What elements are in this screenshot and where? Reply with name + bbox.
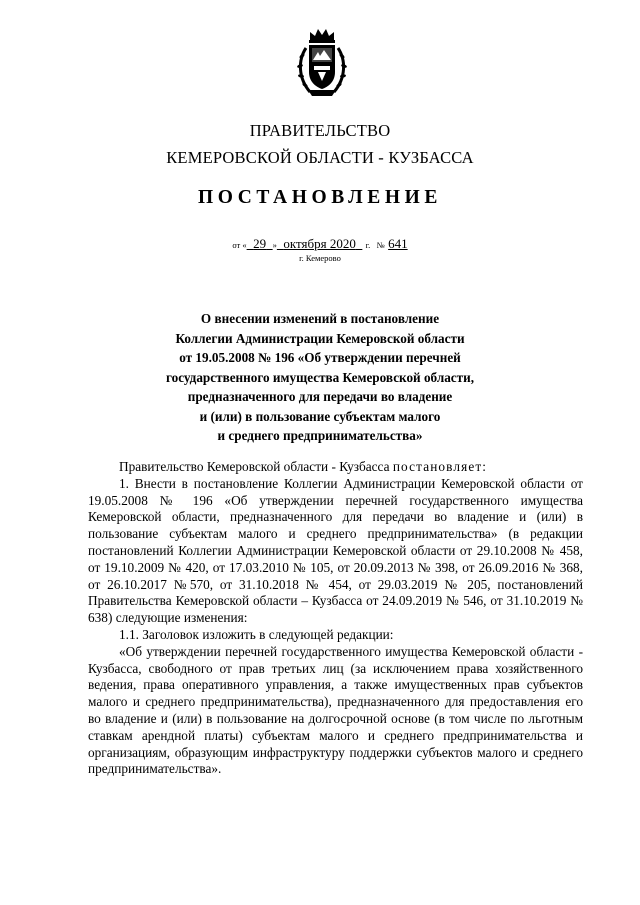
title-line: государственного имущества Кемеровской области,	[165, 369, 475, 385]
document-city: г. Кемерово	[299, 253, 341, 263]
government-name-line1: ПРАВИТЕЛЬСТВО	[249, 121, 391, 140]
paragraph-new-title: «Об утверждении перечней государственного имущества Кемеровской области - Кузбасса, свободного от прав третьих лиц (за исключением права хозяйственного ведения, права оперативного управления, а также имущественных прав субъектов малого и среднего предпринимательства), предназначенного для предоставления его во владение и (или) в пользование на долгосрочной основе (в том числе по льготным ставкам арендной платы) субъектам малого и среднего предпринимательства и организациям, образующим инфраструктуру поддержки субъектов малого и среднего предпринимательства».	[88, 643, 583, 777]
resolution-lead	[88, 459, 583, 476]
date-month-year: октября 2020	[283, 236, 356, 251]
paragraph-1: 1. Внести в постановление Коллегии Администрации Кемеровской области от 19.05.2008 № 196 «Об утверждении перечней государственного имущества Кемеровской области, предназначенного для передачи во владение и (или) в пользование субъектам малого и среднего предпринимательства» (в редакции постановлений Коллегии Администрации Кемеровской области от 29.10.2008 № 458, от 19.10.2009 № 420, от 17.03.2010 № 105, от 20.09.2013 № 398, от 26.09.2016 № 368, от 26.10.2017 №570, от 31.10.2018 № 454, от 29.03.2019 № 205, постановлений Правительства Кемеровской области – Кузбасса от 24.09.2019 № 546, от 31.10.2019 № 638) следующие изменения:	[88, 475, 583, 626]
title-line: О внесении изменений в постановление	[200, 311, 440, 326]
title-line: и среднего предпринимательства»	[217, 428, 423, 443]
date-day: 29	[253, 236, 267, 251]
title-line: и (или) в пользование субъектам малого	[199, 408, 441, 424]
date-year-suffix: г.	[365, 240, 371, 250]
title-line: от 19.05.2008 № 196 «Об утверждении перечней	[179, 350, 461, 365]
kemerovo-coat-of-arms-icon	[296, 26, 348, 98]
document-title	[120, 309, 520, 446]
title-line: Коллегии Администрации Кемеровской области	[175, 330, 465, 346]
date-quote-close: »	[272, 240, 277, 250]
paragraph-1-1: 1.1. Заголовок изложить в следующей редакции:	[119, 626, 394, 642]
document-type-heading: ПОСТАНОВЛЕНИЕ	[197, 187, 443, 208]
lead-verb: постановляет:	[392, 459, 488, 474]
title-line: предназначенного для передачи во владение	[187, 389, 453, 404]
lead-prefix: Правительство Кемеровской области - Кузбасса	[119, 459, 393, 474]
document-body	[88, 459, 583, 778]
number-sign: №	[376, 240, 385, 250]
date-prefix: от «	[232, 240, 247, 250]
document-number: 641	[388, 236, 408, 251]
document-date-line	[0, 236, 640, 253]
government-name-line2: КЕМЕРОВСКОЙ ОБЛАСТИ - КУЗБАССА	[166, 148, 474, 167]
